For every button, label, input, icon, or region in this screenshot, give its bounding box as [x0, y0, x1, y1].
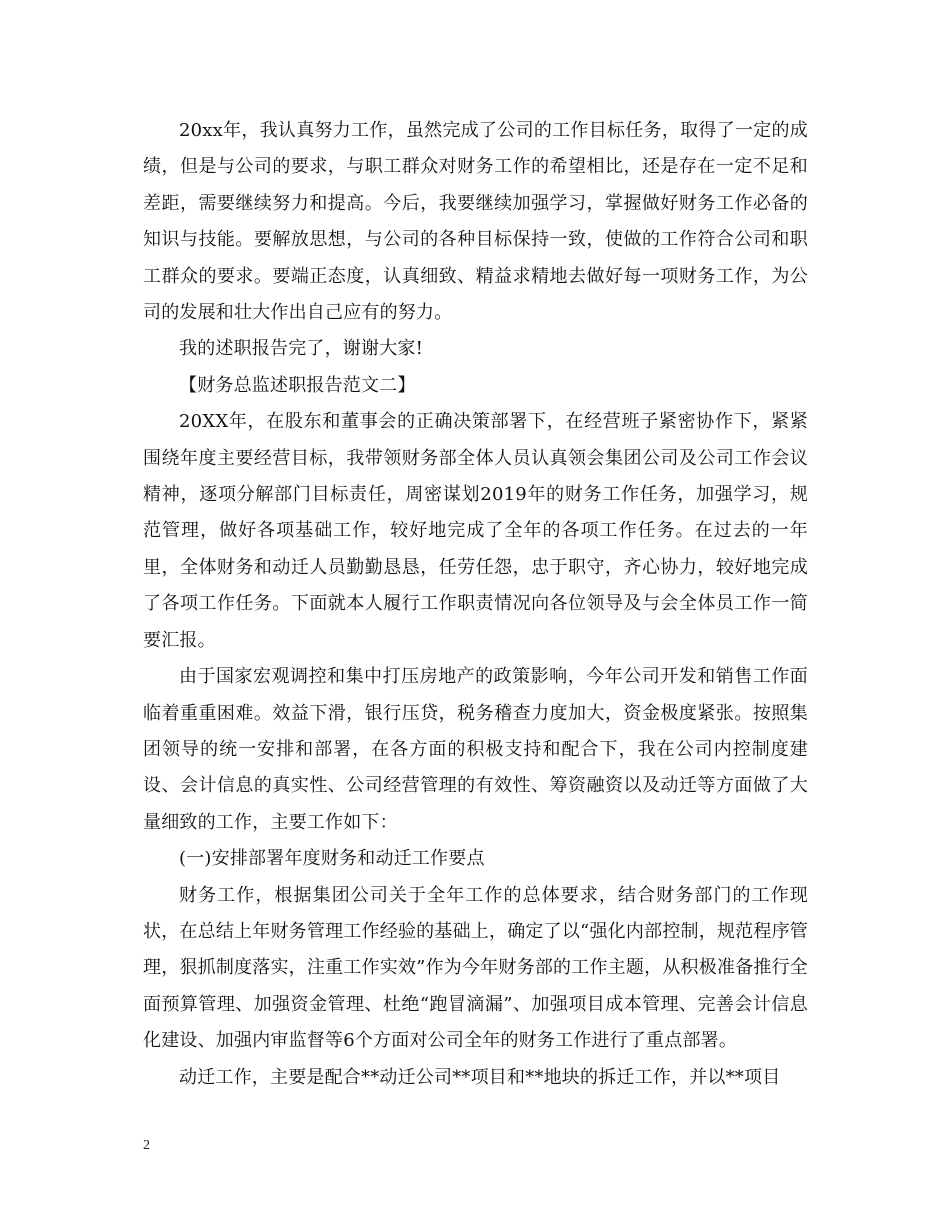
paragraph-relocation-work: 动迁工作，主要是配合**动迁公司**项目和**地块的拆迁工作，并以**项目	[179, 1066, 781, 1088]
page-number: 2	[143, 1138, 150, 1153]
paragraph-closing: 我的述职报告完了，谢谢大家!	[179, 338, 424, 360]
paragraph-summary: 20xx年，我认真努力工作，虽然完成了公司的工作目标任务，取得了一定的成绩，但是与公司的要求，与职工群众对财务工作的希望相比，还是存在一定不足和差距，需要继续努力和提高。今后，我要继续加强学习，掌握做好财务工作必备的知识与技能。要解放思想，与公司的各种目标保持一致，使做的工作符合公司和职工群众的要求。要端正态度，认真细致、精益求精地去做好每一项财务工作，为公司的发展和壮大作出自己应有的努力。	[143, 120, 808, 324]
document-body	[143, 113, 808, 1096]
subsection-title: (一)安排部署年度财务和动迁工作要点	[179, 848, 485, 870]
paragraph-background: 由于国家宏观调控和集中打压房地产的政策影响，今年公司开发和销售工作面临着重重困难。效益下滑，银行压贷，税务稽查力度加大，资金极度紧张。按照集团领导的统一安排和部署，在各方面的积极支持和配合下，我在公司内控制度建设、会计信息的真实性、公司经营管理的有效性、筹资融资以及动迁等方面做了大量细致的工作，主要工作如下：	[143, 666, 808, 833]
section-title: 【财务总监述职报告范文二】	[179, 374, 416, 396]
paragraph-overview: 20XX年，在股东和董事会的正确决策部署下，在经营班子紧密协作下，紧紧围绕年度主要经营目标，我带领财务部全体人员认真领会集团公司及公司工作会议精神，逐项分解部门目标责任，周密谋划2019年的财务工作任务，加强学习，规范管理，做好各项基础工作，较好地完成了全年的各项工作任务。在过去的一年里，全体财务和动迁人员勤勤恳恳，任劳任怨，忠于职守，齐心协力，较好地完成了各项工作任务。下面就本人履行工作职责情况向各位领导及与会全体员工作一简要汇报。	[143, 411, 808, 651]
paragraph-finance-work: 财务工作，根据集团公司关于全年工作的总体要求，结合财务部门的工作现状，在总结上年财务管理工作经验的基础上，确定了以“强化内部控制，规范程序管理，狠抓制度落实，注重工作实效”作为今年财务部的工作主题，从积极准备推行全面预算管理、加强资金管理、杜绝“跑冒滴漏”、加强项目成本管理、完善会计信息化建设、加强内审监督等6个方面对公司全年的财务工作进行了重点部署。	[143, 884, 808, 1052]
